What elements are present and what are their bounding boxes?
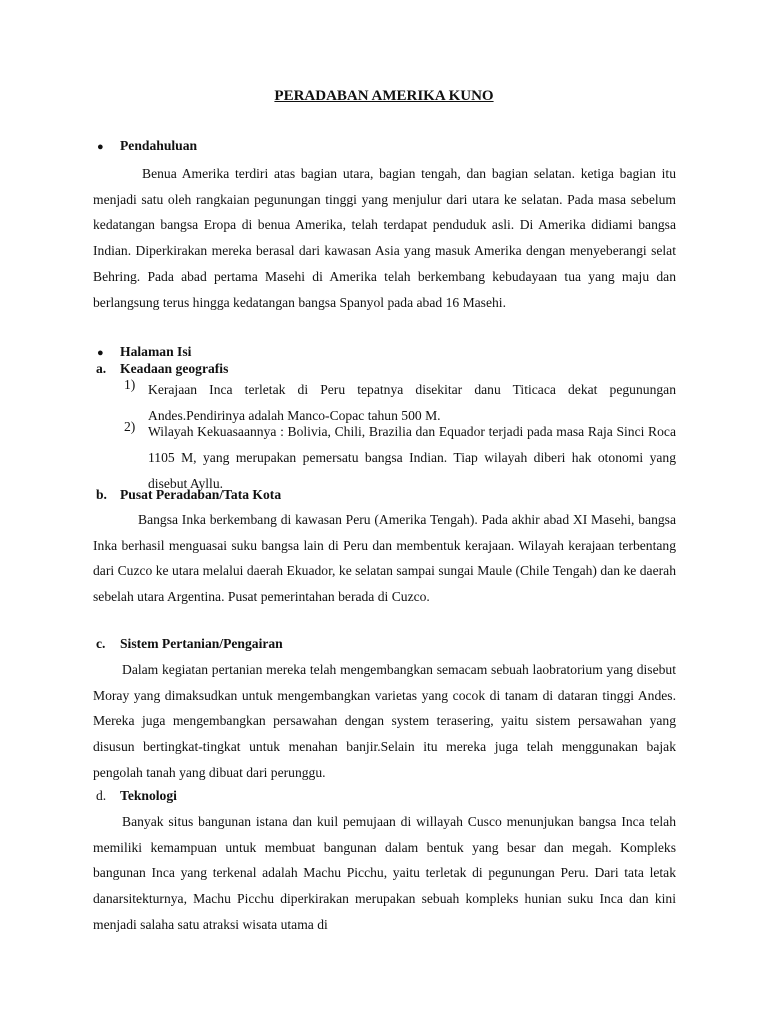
item-number: 1)	[124, 377, 136, 392]
item-number: 2)	[124, 419, 136, 434]
heading-teknologi: d. Teknologi	[96, 788, 177, 803]
list-marker: c.	[96, 636, 106, 651]
heading-pendahuluan: Pendahuluan	[120, 138, 198, 153]
bullet-icon: ●	[97, 141, 104, 153]
paragraph-pusat-peradaban: Bangsa Inka berkembang di kawasan Peru (Amerika Tengah). Pada akhir abad XI Masehi, bangsa Inka berhasil menguasai suku bangsa lain di Peru dan membentuk kerajaan. Wilayah kerajaan terbentang dari Cuzco ke utara melalui daerah Ekuador, ke selatan sampai sungai Maule (Chile Tengah) dan ke daerah sebelah utara Argentina. Pusat pemerintahan berada di Cuzco.	[93, 512, 676, 605]
list-marker: d.	[96, 788, 107, 803]
heading-halaman-isi: Halaman Isi	[120, 344, 192, 359]
list-item	[124, 419, 676, 497]
item-text: Wilayah Kekuasaannya : Bolivia, Chili, Brazilia dan Equador terjadi pada masa Raja Sinci Roca 1105 M, yang merupakan pemersatu bangsa Indian. Tiap wilayah diberi hak otonomi yang disebut Ayllu.	[148, 424, 676, 491]
list-marker: b.	[96, 487, 107, 502]
bullet-icon: ●	[97, 347, 104, 359]
heading-sistem-pertanian: c. Sistem Pertanian/Pengairan	[96, 636, 283, 651]
heading-pusat-peradaban: b. Pusat Peradaban/Tata Kota	[96, 487, 282, 502]
paragraph-sistem-pertanian: Dalam kegiatan pertanian mereka telah mengembangkan semacam sebuah laobratorium yang disebut Moray yang dimaksudkan untuk mengembangkan varietas yang cocok di tanam di dataran tinggi Andes. Mereka juga mengembangkan persawahan dengan system terasering, yaitu sistem persawahan yang disusun bertingkat-tingkat untuk menahan banjir.Selain itu mereka juga telah menggunakan bajak pengolah tanah yang dibuat dari perunggu.	[93, 662, 676, 780]
document-title: PERADABAN AMERIKA KUNO	[274, 88, 494, 104]
item-text: Kerajaan Inca terletak di Peru tepatnya disekitar danu Titicaca dekat pegunungan Andes.Pendirinya adalah Manco-Copac tahun 500 M.	[148, 382, 676, 423]
list-marker: a.	[96, 361, 107, 376]
paragraph-teknologi: Banyak situs bangunan istana dan kuil pemujaan di willayah Cusco menunjukan bangsa Inca telah memiliki kemampuan untuk membuat bangunan dalam bentuk yang besar dan megah. Kompleks bangunan Inca yang terkenal adalah Machu Picchu, yaitu terletak di pegunungan Peru. Dari tata letak danarsitekturnya, Machu Picchu diperkirakan merupakan sebuah kompleks hunian suku Inca dan kini menjadi salaha satu atraksi wisata utama di	[93, 814, 676, 932]
paragraph-pendahuluan: Benua Amerika terdiri atas bagian utara, bagian tengah, dan bagian selatan. ketiga bagian itu menjadi satu oleh rangkaian pegunungan tinggi yang menjulur dari utara ke selatan. Pada masa sebelum kedatangan bangsa Eropa di benua Amerika, telah terdapat penduduk asli. Di Amerika didiami bangsa Indian. Diperkirakan mereka berasal dari kawasan Asia yang masuk Amerika dengan menyeberangi selat Behring. Pada abad pertama Masehi di Amerika telah berkembang kebudayaan tua yang maju dan berlangsung terus hingga kedatangan bangsa Spanyol pada abad 16 Masehi.	[93, 166, 676, 310]
heading-keadaan-geografis: a. Keadaan geografis	[96, 361, 229, 376]
